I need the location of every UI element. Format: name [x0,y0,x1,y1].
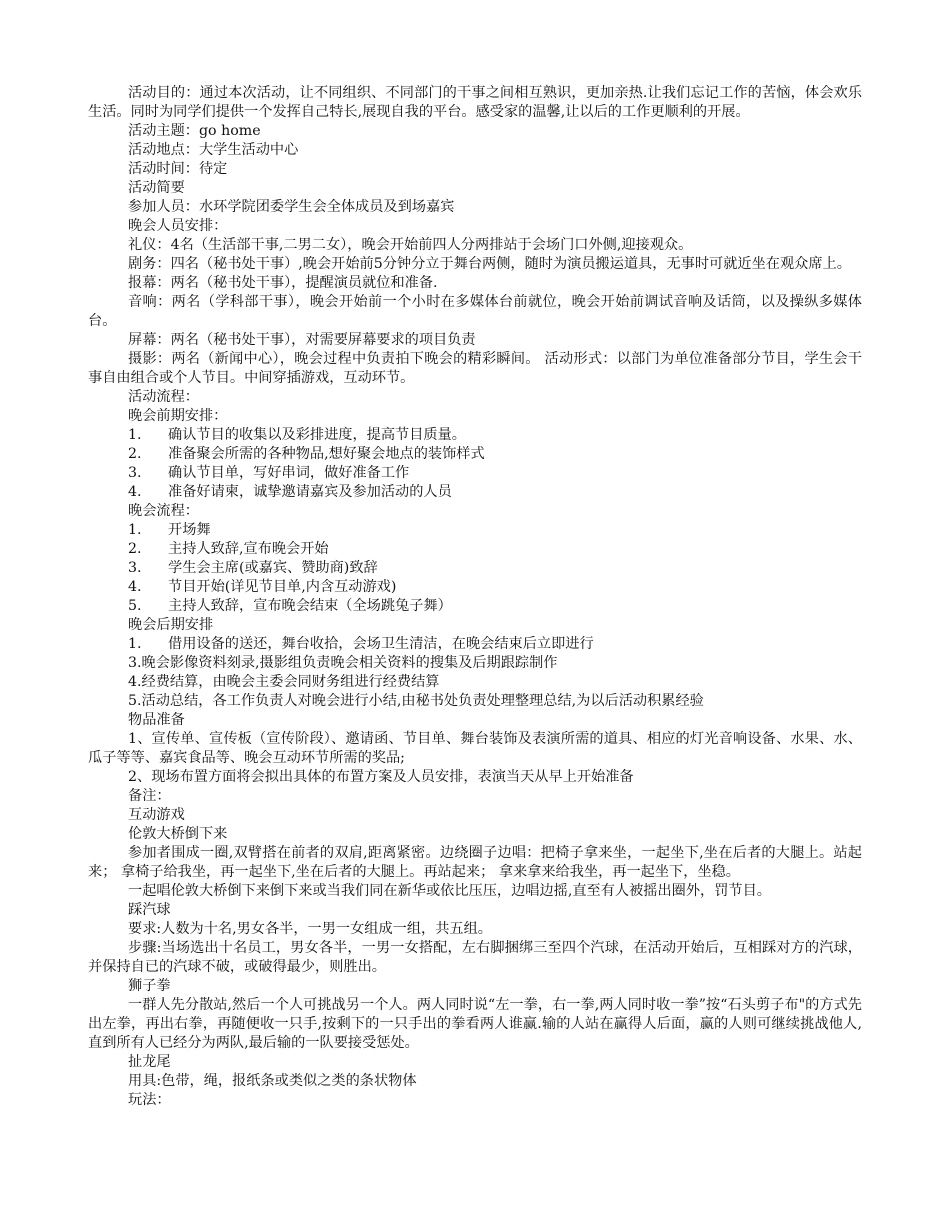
pre-item: 1. 确认节目的收集以及彩排进度，提高节目质量。 [128,427,466,443]
items-paragraph: 1、宣传单、宣传板（宣传阶段）、邀请函、节目单、舞台装饰及表演所需的道具、相应的灯光音响设备、水果、水、瓜子等等、嘉宾食品等、晚会互动环节所需的奖品; [88,731,862,766]
activity-theme: 活动主题：go home [128,123,261,139]
game-paragraph: 用具:色带，绳，报纸条或类似之类的条状物体 [128,1073,417,1089]
post-item: 1. 借用设备的送还，舞台收拾，会场卫生清洁，在晚会结束后立即进行 [128,636,594,652]
post-item: 3.晚会影像资料刻录,摄影组负责晚会相关资料的搜集及后期跟踪制作 [128,655,558,671]
flow-heading: 活动流程： [128,389,199,405]
staff-heading: 晚会人员安排： [128,218,228,234]
gala-item: 5. 主持人致辞，宣布晚会结束（全场跳兔子舞） [128,598,452,614]
purpose-paragraph: 活动目的：通过本次活动，让不同组织、不同部门的干事之间相互熟识，更加亲热.让我们忘记工作的苦恼，体会欢乐生活。同时为同学们提供一个发挥自己特长,展现自我的平台。感受家的温馨,让以后的工作更顺利的开展。 [88,85,862,120]
post-item: 5.活动总结，各工作负责人对晚会进行小结,由秘书处负责处理整理总结,为以后活动积累经验 [128,693,704,709]
game-title: 狮子拳 [128,978,171,994]
gala-item: 4. 节目开始(详见节目单,内含互动游戏) [128,579,397,595]
staff-juwu: 剧务：四名（秘书处干事）,晚会开始前5分钟分立于舞台两侧，随时为演员搬运道具，无事时可就近坐在观众席上。 [128,256,851,272]
post-heading: 晚会后期安排 [128,617,214,633]
activity-place: 活动地点：大学生活动中心 [128,142,299,158]
section-brief: 活动简要 [128,180,185,196]
items-heading: 物品准备 [128,712,185,728]
game-paragraph: 步骤:当场选出十名员工，男女各半，一男一女搭配，左右脚捆绑三至四个汽球，在活动开始后，互相踩对方的汽球，并保持自已的汽球不破，或破得最少，则胜出。 [88,940,862,975]
staff-yinxiang: 音响：两名（学科部干事），晚会开始前一个小时在多媒体台前就位，晚会开始前调试音响及话筒，以及操纵多媒体台。 [88,294,862,329]
items-paragraph: 2、现场布置方面将会拟出具体的布置方案及人员安排，表演当天从早上开始准备 [128,769,634,785]
staff-sheying: 摄影：两名（新闻中心），晚会过程中负责拍下晚会的精彩瞬间。 活动形式：以部门为单位准备部分节目，学生会干事自由组合或个人节目。中间穿插游戏，互动环节。 [88,351,862,386]
game-paragraph: 要求:人数为十名,男女各半，一男一女组成一组，共五组。 [128,921,492,937]
pre-item: 2. 准备聚会所需的各种物品,想好聚会地点的装饰样式 [128,446,485,462]
post-item: 4.经费结算，由晚会主委会同财务组进行经费结算 [128,674,440,690]
staff-pingmu: 屏幕：两名（秘书处干事），对需要屏幕要求的项目负责 [128,332,476,348]
pre-item: 3. 确认节目单，写好串词，做好准备工作 [128,465,410,481]
game-paragraph: 一起唱伦敦大桥倒下来倒下来或当我们同在新华或依比压压，边唱边摇,直至有人被摇出圈外，罚节目。 [128,883,771,899]
game-paragraph: 参加者围成一圈,双臂搭在前者的双肩,距离紧密。边绕圈子边唱：把椅子拿来坐，一起坐下,坐在后者的大腿上。站起来； 拿椅子给我坐，再一起坐下,坐在后者的大腿上。再站起来； 拿来拿来给我坐，再一起坐下，坐稳。 [88,845,862,880]
note-label: 备注： [128,788,171,804]
pre-item: 4. 准备好请柬，诚挚邀请嘉宾及参加活动的人员 [128,484,452,500]
staff-baomu: 报幕：两名（秘书处干事），提醒演员就位和准备. [128,275,438,291]
activity-time: 活动时间：待定 [128,161,228,177]
attendees: 参加人员：水环学院团委学生会全体成员及到场嘉宾 [128,199,455,215]
gala-item: 3. 学生会主席(或嘉宾、赞助商)致辞 [128,560,378,576]
game-title: 伦敦大桥倒下来 [128,826,228,842]
game-paragraph: 一群人先分散站,然后一个人可挑战另一个人。两人同时说“左一拳，右一拳,两人同时收一拳”按“石头剪子布"的方式先出左拳，再出右拳，再随便收一只手,按剩下的一只手出的拳看两人谁赢.输的人站在赢得人后面，赢的人则可继续挑战他人,直到所有人已经分为两队,最后输的一队要接受惩处。 [88,997,862,1051]
gala-item: 2. 主持人致辞,宣布晚会开始 [128,541,329,557]
game-paragraph: 玩法： [128,1092,171,1108]
games-heading: 互动游戏 [128,807,185,823]
staff-liyi: 礼仪：4名（生活部干事,二男二女），晚会开始前四人分两排站于会场门口外侧,迎接观众。 [128,237,693,253]
gala-item: 1. 开场舞 [128,522,211,538]
gala-heading: 晚会流程： [128,503,199,519]
game-title: 踩汽球 [128,902,171,918]
pre-heading: 晚会前期安排： [128,408,228,424]
game-title: 扯龙尾 [128,1054,171,1070]
